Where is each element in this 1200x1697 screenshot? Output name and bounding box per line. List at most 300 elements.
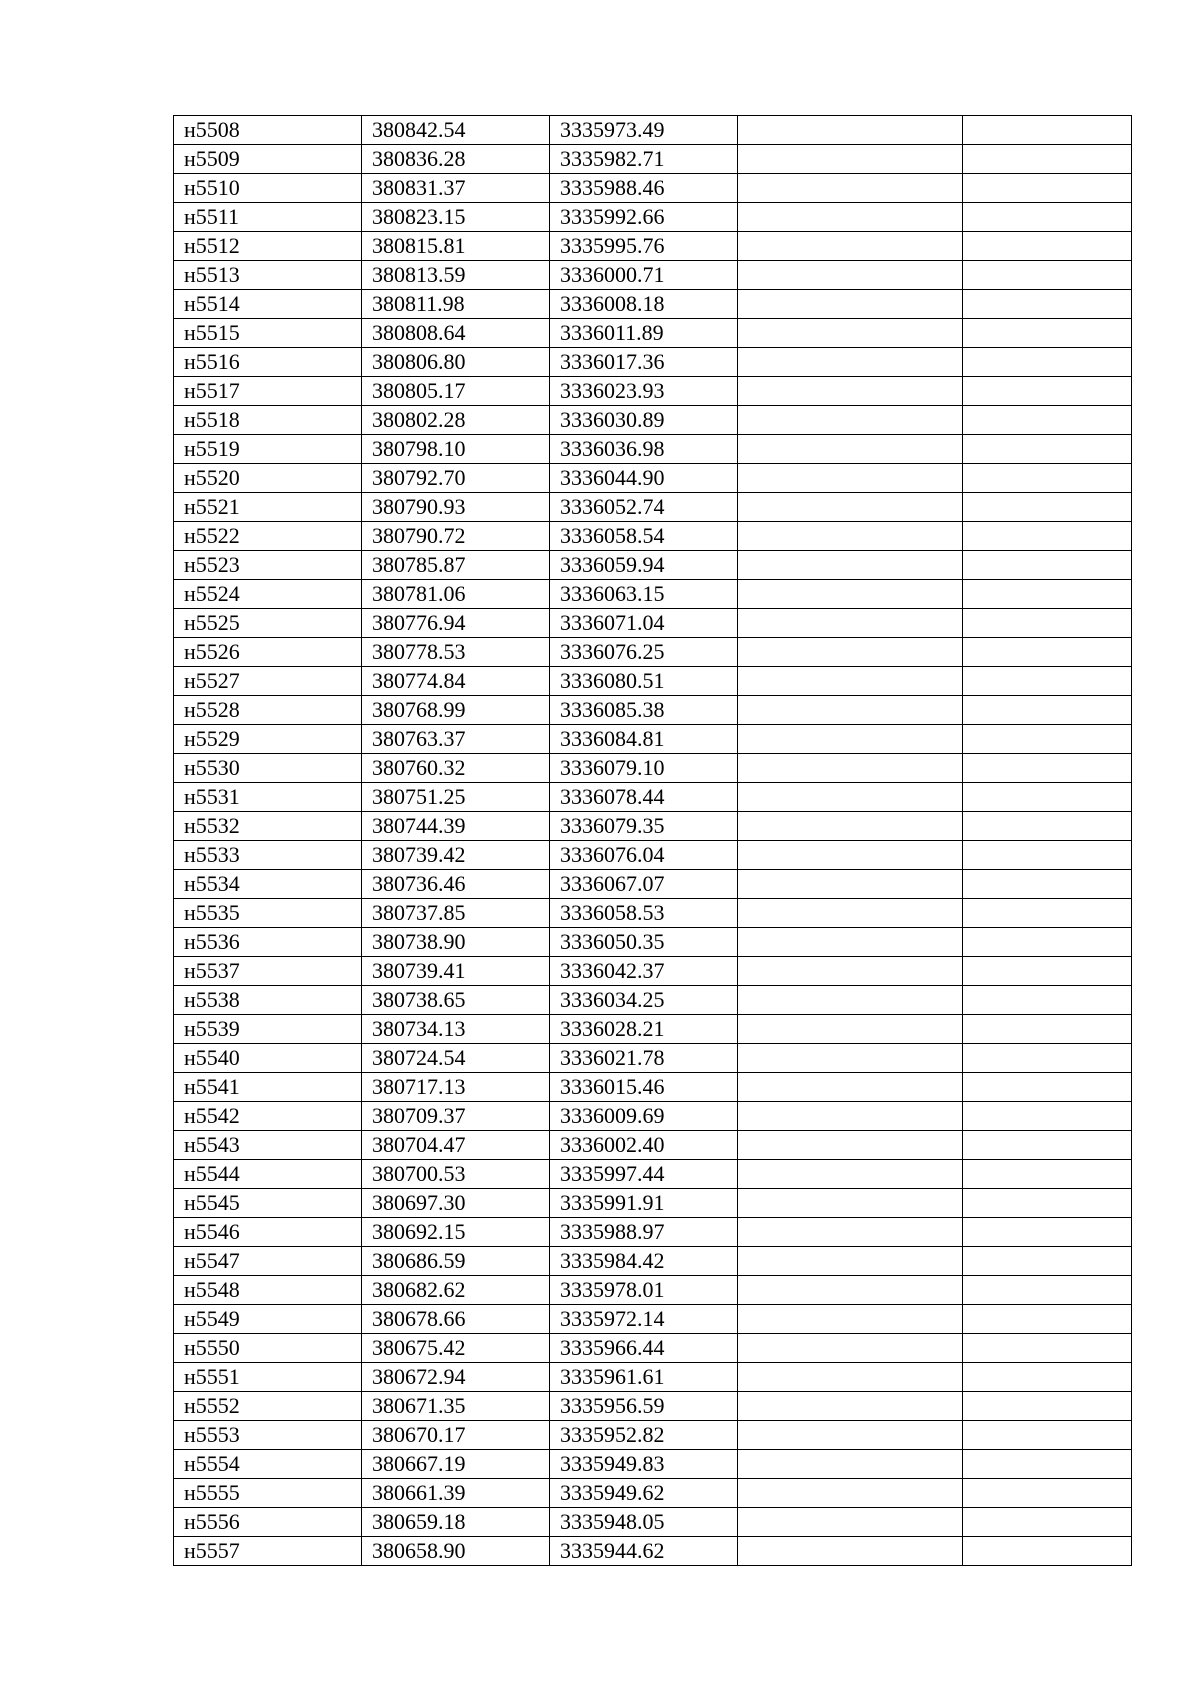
point-id-cell: н5554 bbox=[174, 1450, 362, 1479]
table-row bbox=[174, 1537, 1132, 1566]
point-id-cell: н5508 bbox=[174, 116, 362, 145]
y-coordinate-cell: 3336028.21 bbox=[550, 1015, 738, 1044]
empty-cell-4 bbox=[738, 232, 963, 261]
point-id-cell: н5553 bbox=[174, 1421, 362, 1450]
y-coordinate-cell: 3336044.90 bbox=[550, 464, 738, 493]
empty-cell-4 bbox=[738, 1015, 963, 1044]
y-coordinate-cell: 3336059.94 bbox=[550, 551, 738, 580]
y-coordinate-cell: 3336076.04 bbox=[550, 841, 738, 870]
x-coordinate-cell: 380790.72 bbox=[362, 522, 550, 551]
y-coordinate-cell: 3336050.35 bbox=[550, 928, 738, 957]
empty-cell-5 bbox=[963, 232, 1132, 261]
empty-cell-4 bbox=[738, 1160, 963, 1189]
empty-cell-4 bbox=[738, 1044, 963, 1073]
table-row bbox=[174, 174, 1132, 203]
y-coordinate-cell: 3336084.81 bbox=[550, 725, 738, 754]
empty-cell-4 bbox=[738, 551, 963, 580]
table-row bbox=[174, 1450, 1132, 1479]
y-coordinate-cell: 3336042.37 bbox=[550, 957, 738, 986]
x-coordinate-cell: 380806.80 bbox=[362, 348, 550, 377]
point-id-cell: н5516 bbox=[174, 348, 362, 377]
point-id-cell: н5525 bbox=[174, 609, 362, 638]
y-coordinate-cell: 3335956.59 bbox=[550, 1392, 738, 1421]
empty-cell-4 bbox=[738, 1218, 963, 1247]
empty-cell-5 bbox=[963, 290, 1132, 319]
empty-cell-5 bbox=[963, 667, 1132, 696]
table-row bbox=[174, 232, 1132, 261]
point-id-cell: н5528 bbox=[174, 696, 362, 725]
point-id-cell: н5523 bbox=[174, 551, 362, 580]
empty-cell-5 bbox=[963, 870, 1132, 899]
empty-cell-5 bbox=[963, 1334, 1132, 1363]
empty-cell-5 bbox=[963, 1508, 1132, 1537]
y-coordinate-cell: 3335982.71 bbox=[550, 145, 738, 174]
point-id-cell: н5524 bbox=[174, 580, 362, 609]
empty-cell-5 bbox=[963, 1131, 1132, 1160]
point-id-cell: н5531 bbox=[174, 783, 362, 812]
empty-cell-4 bbox=[738, 1247, 963, 1276]
table-row bbox=[174, 1276, 1132, 1305]
point-id-cell: н5529 bbox=[174, 725, 362, 754]
x-coordinate-cell: 380682.62 bbox=[362, 1276, 550, 1305]
empty-cell-5 bbox=[963, 928, 1132, 957]
empty-cell-5 bbox=[963, 1160, 1132, 1189]
x-coordinate-cell: 380811.98 bbox=[362, 290, 550, 319]
empty-cell-5 bbox=[963, 1450, 1132, 1479]
x-coordinate-cell: 380798.10 bbox=[362, 435, 550, 464]
table-row bbox=[174, 1015, 1132, 1044]
table-row bbox=[174, 116, 1132, 145]
table-row bbox=[174, 928, 1132, 957]
empty-cell-4 bbox=[738, 1276, 963, 1305]
empty-cell-5 bbox=[963, 377, 1132, 406]
empty-cell-4 bbox=[738, 406, 963, 435]
empty-cell-4 bbox=[738, 1189, 963, 1218]
x-coordinate-cell: 380670.17 bbox=[362, 1421, 550, 1450]
table-row bbox=[174, 1247, 1132, 1276]
table-row bbox=[174, 1334, 1132, 1363]
table-row bbox=[174, 290, 1132, 319]
table-row bbox=[174, 812, 1132, 841]
x-coordinate-cell: 380815.81 bbox=[362, 232, 550, 261]
x-coordinate-cell: 380686.59 bbox=[362, 1247, 550, 1276]
x-coordinate-cell: 380700.53 bbox=[362, 1160, 550, 1189]
x-coordinate-cell: 380763.37 bbox=[362, 725, 550, 754]
table-row bbox=[174, 609, 1132, 638]
empty-cell-4 bbox=[738, 1392, 963, 1421]
empty-cell-4 bbox=[738, 435, 963, 464]
point-id-cell: н5538 bbox=[174, 986, 362, 1015]
x-coordinate-cell: 380667.19 bbox=[362, 1450, 550, 1479]
point-id-cell: н5520 bbox=[174, 464, 362, 493]
x-coordinate-cell: 380842.54 bbox=[362, 116, 550, 145]
y-coordinate-cell: 3335978.01 bbox=[550, 1276, 738, 1305]
table-row bbox=[174, 406, 1132, 435]
x-coordinate-cell: 380697.30 bbox=[362, 1189, 550, 1218]
y-coordinate-cell: 3336036.98 bbox=[550, 435, 738, 464]
table-row bbox=[174, 1073, 1132, 1102]
point-id-cell: н5521 bbox=[174, 493, 362, 522]
x-coordinate-cell: 380704.47 bbox=[362, 1131, 550, 1160]
point-id-cell: н5512 bbox=[174, 232, 362, 261]
y-coordinate-cell: 3335991.91 bbox=[550, 1189, 738, 1218]
x-coordinate-cell: 380785.87 bbox=[362, 551, 550, 580]
table-row bbox=[174, 1218, 1132, 1247]
empty-cell-4 bbox=[738, 522, 963, 551]
table-row bbox=[174, 783, 1132, 812]
x-coordinate-cell: 380671.35 bbox=[362, 1392, 550, 1421]
y-coordinate-cell: 3335952.82 bbox=[550, 1421, 738, 1450]
table-row bbox=[174, 725, 1132, 754]
table-row bbox=[174, 551, 1132, 580]
x-coordinate-cell: 380751.25 bbox=[362, 783, 550, 812]
point-id-cell: н5555 bbox=[174, 1479, 362, 1508]
x-coordinate-cell: 380739.41 bbox=[362, 957, 550, 986]
empty-cell-4 bbox=[738, 696, 963, 725]
coordinate-table bbox=[173, 115, 1132, 1566]
x-coordinate-cell: 380781.06 bbox=[362, 580, 550, 609]
x-coordinate-cell: 380836.28 bbox=[362, 145, 550, 174]
empty-cell-4 bbox=[738, 464, 963, 493]
point-id-cell: н5547 bbox=[174, 1247, 362, 1276]
table-row bbox=[174, 638, 1132, 667]
table-row bbox=[174, 1044, 1132, 1073]
empty-cell-4 bbox=[738, 580, 963, 609]
x-coordinate-cell: 380790.93 bbox=[362, 493, 550, 522]
point-id-cell: н5543 bbox=[174, 1131, 362, 1160]
empty-cell-5 bbox=[963, 1392, 1132, 1421]
empty-cell-4 bbox=[738, 1537, 963, 1566]
table-row bbox=[174, 1421, 1132, 1450]
x-coordinate-cell: 380808.64 bbox=[362, 319, 550, 348]
point-id-cell: н5511 bbox=[174, 203, 362, 232]
empty-cell-4 bbox=[738, 957, 963, 986]
empty-cell-5 bbox=[963, 464, 1132, 493]
point-id-cell: н5546 bbox=[174, 1218, 362, 1247]
empty-cell-4 bbox=[738, 812, 963, 841]
x-coordinate-cell: 380768.99 bbox=[362, 696, 550, 725]
empty-cell-5 bbox=[963, 812, 1132, 841]
point-id-cell: н5545 bbox=[174, 1189, 362, 1218]
x-coordinate-cell: 380739.42 bbox=[362, 841, 550, 870]
table-row bbox=[174, 580, 1132, 609]
y-coordinate-cell: 3336011.89 bbox=[550, 319, 738, 348]
table-row bbox=[174, 145, 1132, 174]
point-id-cell: н5557 bbox=[174, 1537, 362, 1566]
point-id-cell: н5526 bbox=[174, 638, 362, 667]
empty-cell-4 bbox=[738, 1102, 963, 1131]
empty-cell-5 bbox=[963, 1247, 1132, 1276]
empty-cell-4 bbox=[738, 1073, 963, 1102]
table-row bbox=[174, 841, 1132, 870]
empty-cell-5 bbox=[963, 406, 1132, 435]
point-id-cell: н5536 bbox=[174, 928, 362, 957]
y-coordinate-cell: 3335972.14 bbox=[550, 1305, 738, 1334]
y-coordinate-cell: 3335995.76 bbox=[550, 232, 738, 261]
table-row bbox=[174, 1479, 1132, 1508]
empty-cell-4 bbox=[738, 203, 963, 232]
point-id-cell: н5510 bbox=[174, 174, 362, 203]
y-coordinate-cell: 3336017.36 bbox=[550, 348, 738, 377]
y-coordinate-cell: 3336080.51 bbox=[550, 667, 738, 696]
table-row bbox=[174, 464, 1132, 493]
empty-cell-4 bbox=[738, 1450, 963, 1479]
empty-cell-5 bbox=[963, 1044, 1132, 1073]
empty-cell-5 bbox=[963, 638, 1132, 667]
empty-cell-4 bbox=[738, 841, 963, 870]
empty-cell-5 bbox=[963, 551, 1132, 580]
empty-cell-5 bbox=[963, 580, 1132, 609]
x-coordinate-cell: 380661.39 bbox=[362, 1479, 550, 1508]
empty-cell-4 bbox=[738, 1421, 963, 1450]
empty-cell-5 bbox=[963, 754, 1132, 783]
y-coordinate-cell: 3336008.18 bbox=[550, 290, 738, 319]
empty-cell-4 bbox=[738, 870, 963, 899]
x-coordinate-cell: 380738.65 bbox=[362, 986, 550, 1015]
coordinate-table-body bbox=[174, 116, 1132, 1566]
x-coordinate-cell: 380831.37 bbox=[362, 174, 550, 203]
empty-cell-4 bbox=[738, 116, 963, 145]
point-id-cell: н5542 bbox=[174, 1102, 362, 1131]
empty-cell-5 bbox=[963, 348, 1132, 377]
point-id-cell: н5549 bbox=[174, 1305, 362, 1334]
point-id-cell: н5540 bbox=[174, 1044, 362, 1073]
empty-cell-4 bbox=[738, 348, 963, 377]
table-row bbox=[174, 522, 1132, 551]
table-row bbox=[174, 957, 1132, 986]
point-id-cell: н5534 bbox=[174, 870, 362, 899]
point-id-cell: н5517 bbox=[174, 377, 362, 406]
table-row bbox=[174, 493, 1132, 522]
y-coordinate-cell: 3336085.38 bbox=[550, 696, 738, 725]
table-row bbox=[174, 1305, 1132, 1334]
table-row bbox=[174, 1508, 1132, 1537]
point-id-cell: н5537 bbox=[174, 957, 362, 986]
empty-cell-4 bbox=[738, 174, 963, 203]
point-id-cell: н5513 bbox=[174, 261, 362, 290]
y-coordinate-cell: 3336067.07 bbox=[550, 870, 738, 899]
empty-cell-4 bbox=[738, 638, 963, 667]
x-coordinate-cell: 380776.94 bbox=[362, 609, 550, 638]
table-row bbox=[174, 1392, 1132, 1421]
empty-cell-5 bbox=[963, 1189, 1132, 1218]
table-row bbox=[174, 377, 1132, 406]
empty-cell-5 bbox=[963, 841, 1132, 870]
table-row bbox=[174, 1189, 1132, 1218]
y-coordinate-cell: 3335984.42 bbox=[550, 1247, 738, 1276]
empty-cell-4 bbox=[738, 928, 963, 957]
empty-cell-4 bbox=[738, 725, 963, 754]
empty-cell-5 bbox=[963, 116, 1132, 145]
empty-cell-4 bbox=[738, 1363, 963, 1392]
x-coordinate-cell: 380675.42 bbox=[362, 1334, 550, 1363]
empty-cell-4 bbox=[738, 754, 963, 783]
y-coordinate-cell: 3336034.25 bbox=[550, 986, 738, 1015]
y-coordinate-cell: 3335997.44 bbox=[550, 1160, 738, 1189]
y-coordinate-cell: 3336052.74 bbox=[550, 493, 738, 522]
empty-cell-5 bbox=[963, 1305, 1132, 1334]
point-id-cell: н5533 bbox=[174, 841, 362, 870]
empty-cell-5 bbox=[963, 609, 1132, 638]
empty-cell-4 bbox=[738, 261, 963, 290]
table-row bbox=[174, 899, 1132, 928]
empty-cell-4 bbox=[738, 783, 963, 812]
empty-cell-4 bbox=[738, 319, 963, 348]
y-coordinate-cell: 3336002.40 bbox=[550, 1131, 738, 1160]
x-coordinate-cell: 380709.37 bbox=[362, 1102, 550, 1131]
point-id-cell: н5551 bbox=[174, 1363, 362, 1392]
empty-cell-4 bbox=[738, 609, 963, 638]
x-coordinate-cell: 380734.13 bbox=[362, 1015, 550, 1044]
empty-cell-5 bbox=[963, 174, 1132, 203]
x-coordinate-cell: 380658.90 bbox=[362, 1537, 550, 1566]
point-id-cell: н5530 bbox=[174, 754, 362, 783]
empty-cell-5 bbox=[963, 696, 1132, 725]
empty-cell-5 bbox=[963, 899, 1132, 928]
empty-cell-4 bbox=[738, 899, 963, 928]
empty-cell-4 bbox=[738, 377, 963, 406]
y-coordinate-cell: 3336015.46 bbox=[550, 1073, 738, 1102]
table-row bbox=[174, 1160, 1132, 1189]
empty-cell-5 bbox=[963, 725, 1132, 754]
table-row bbox=[174, 435, 1132, 464]
empty-cell-5 bbox=[963, 493, 1132, 522]
point-id-cell: н5509 bbox=[174, 145, 362, 174]
table-row bbox=[174, 348, 1132, 377]
y-coordinate-cell: 3335988.46 bbox=[550, 174, 738, 203]
empty-cell-5 bbox=[963, 1276, 1132, 1305]
y-coordinate-cell: 3336078.44 bbox=[550, 783, 738, 812]
y-coordinate-cell: 3336009.69 bbox=[550, 1102, 738, 1131]
y-coordinate-cell: 3335949.83 bbox=[550, 1450, 738, 1479]
x-coordinate-cell: 380678.66 bbox=[362, 1305, 550, 1334]
x-coordinate-cell: 380659.18 bbox=[362, 1508, 550, 1537]
empty-cell-4 bbox=[738, 1334, 963, 1363]
empty-cell-4 bbox=[738, 667, 963, 696]
y-coordinate-cell: 3336058.53 bbox=[550, 899, 738, 928]
empty-cell-5 bbox=[963, 783, 1132, 812]
y-coordinate-cell: 3336000.71 bbox=[550, 261, 738, 290]
x-coordinate-cell: 380774.84 bbox=[362, 667, 550, 696]
x-coordinate-cell: 380744.39 bbox=[362, 812, 550, 841]
point-id-cell: н5535 bbox=[174, 899, 362, 928]
table-row bbox=[174, 1102, 1132, 1131]
empty-cell-5 bbox=[963, 1421, 1132, 1450]
y-coordinate-cell: 3335966.44 bbox=[550, 1334, 738, 1363]
y-coordinate-cell: 3335944.62 bbox=[550, 1537, 738, 1566]
point-id-cell: н5514 bbox=[174, 290, 362, 319]
table-row bbox=[174, 319, 1132, 348]
x-coordinate-cell: 380778.53 bbox=[362, 638, 550, 667]
point-id-cell: н5532 bbox=[174, 812, 362, 841]
point-id-cell: н5552 bbox=[174, 1392, 362, 1421]
empty-cell-5 bbox=[963, 1218, 1132, 1247]
x-coordinate-cell: 380738.90 bbox=[362, 928, 550, 957]
y-coordinate-cell: 3336021.78 bbox=[550, 1044, 738, 1073]
x-coordinate-cell: 380792.70 bbox=[362, 464, 550, 493]
empty-cell-5 bbox=[963, 261, 1132, 290]
table-row bbox=[174, 1363, 1132, 1392]
table-row bbox=[174, 870, 1132, 899]
empty-cell-5 bbox=[963, 1102, 1132, 1131]
y-coordinate-cell: 3336079.10 bbox=[550, 754, 738, 783]
empty-cell-4 bbox=[738, 1131, 963, 1160]
table-row bbox=[174, 203, 1132, 232]
y-coordinate-cell: 3336058.54 bbox=[550, 522, 738, 551]
point-id-cell: н5550 bbox=[174, 1334, 362, 1363]
point-id-cell: н5522 bbox=[174, 522, 362, 551]
point-id-cell: н5519 bbox=[174, 435, 362, 464]
y-coordinate-cell: 3336030.89 bbox=[550, 406, 738, 435]
x-coordinate-cell: 380692.15 bbox=[362, 1218, 550, 1247]
empty-cell-4 bbox=[738, 493, 963, 522]
empty-cell-5 bbox=[963, 957, 1132, 986]
empty-cell-5 bbox=[963, 1073, 1132, 1102]
table-row bbox=[174, 1131, 1132, 1160]
x-coordinate-cell: 380736.46 bbox=[362, 870, 550, 899]
empty-cell-5 bbox=[963, 1363, 1132, 1392]
y-coordinate-cell: 3336071.04 bbox=[550, 609, 738, 638]
table-row bbox=[174, 754, 1132, 783]
x-coordinate-cell: 380737.85 bbox=[362, 899, 550, 928]
table-row bbox=[174, 696, 1132, 725]
point-id-cell: н5527 bbox=[174, 667, 362, 696]
y-coordinate-cell: 3336063.15 bbox=[550, 580, 738, 609]
empty-cell-4 bbox=[738, 145, 963, 174]
x-coordinate-cell: 380823.15 bbox=[362, 203, 550, 232]
y-coordinate-cell: 3335973.49 bbox=[550, 116, 738, 145]
y-coordinate-cell: 3335948.05 bbox=[550, 1508, 738, 1537]
point-id-cell: н5548 bbox=[174, 1276, 362, 1305]
empty-cell-4 bbox=[738, 986, 963, 1015]
point-id-cell: н5541 bbox=[174, 1073, 362, 1102]
point-id-cell: н5539 bbox=[174, 1015, 362, 1044]
empty-cell-5 bbox=[963, 1537, 1132, 1566]
x-coordinate-cell: 380672.94 bbox=[362, 1363, 550, 1392]
y-coordinate-cell: 3335949.62 bbox=[550, 1479, 738, 1508]
table-row bbox=[174, 261, 1132, 290]
point-id-cell: н5544 bbox=[174, 1160, 362, 1189]
empty-cell-5 bbox=[963, 522, 1132, 551]
table-row bbox=[174, 667, 1132, 696]
empty-cell-5 bbox=[963, 1479, 1132, 1508]
point-id-cell: н5556 bbox=[174, 1508, 362, 1537]
y-coordinate-cell: 3335961.61 bbox=[550, 1363, 738, 1392]
y-coordinate-cell: 3335992.66 bbox=[550, 203, 738, 232]
y-coordinate-cell: 3336076.25 bbox=[550, 638, 738, 667]
x-coordinate-cell: 380717.13 bbox=[362, 1073, 550, 1102]
y-coordinate-cell: 3335988.97 bbox=[550, 1218, 738, 1247]
y-coordinate-cell: 3336079.35 bbox=[550, 812, 738, 841]
empty-cell-4 bbox=[738, 1479, 963, 1508]
empty-cell-5 bbox=[963, 435, 1132, 464]
empty-cell-5 bbox=[963, 145, 1132, 174]
empty-cell-4 bbox=[738, 1305, 963, 1334]
point-id-cell: н5518 bbox=[174, 406, 362, 435]
point-id-cell: н5515 bbox=[174, 319, 362, 348]
x-coordinate-cell: 380813.59 bbox=[362, 261, 550, 290]
empty-cell-5 bbox=[963, 986, 1132, 1015]
x-coordinate-cell: 380802.28 bbox=[362, 406, 550, 435]
empty-cell-4 bbox=[738, 1508, 963, 1537]
empty-cell-5 bbox=[963, 1015, 1132, 1044]
y-coordinate-cell: 3336023.93 bbox=[550, 377, 738, 406]
table-row bbox=[174, 986, 1132, 1015]
x-coordinate-cell: 380724.54 bbox=[362, 1044, 550, 1073]
empty-cell-5 bbox=[963, 203, 1132, 232]
x-coordinate-cell: 380805.17 bbox=[362, 377, 550, 406]
empty-cell-5 bbox=[963, 319, 1132, 348]
